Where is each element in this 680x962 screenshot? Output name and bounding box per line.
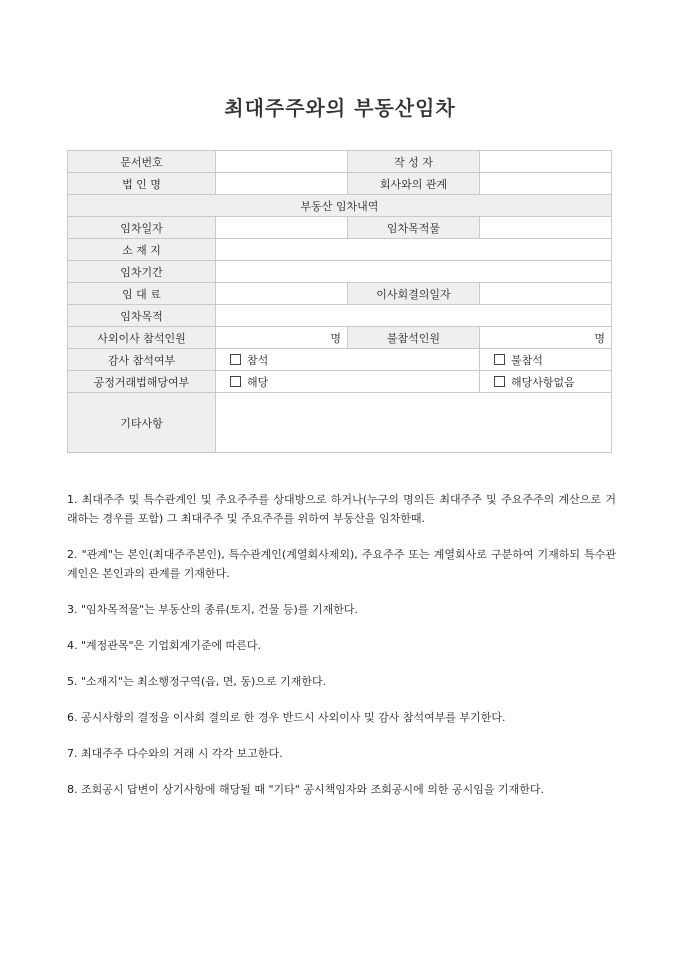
outside-director-unit: 명 [330, 331, 341, 345]
form-row-fair-trade [68, 371, 612, 393]
doc-no-field[interactable] [216, 151, 348, 173]
lease-purpose-label: 임차목적 [68, 305, 216, 327]
other-label: 기타사항 [68, 393, 216, 453]
note-item: 4. "계정관목"은 기업회계기준에 따른다. [67, 639, 261, 652]
note-item: 1. 최대주주 및 특수관계인 및 주요주주를 상대방으로 하거나(누구의 명의든 최대주주 및 주요주주의 계산으로 거래하는 경우를 포함) 그 최대주주 및 주요주주를 위하여 부동산을 임차한때. [67, 493, 616, 525]
note-item: 2. "관계"는 본인(최대주주본인), 특수관계인(계열회사제외), 주요주주 또는 계열회사로 구분하여 기재하되 특수관계인은 본인과의 관계를 기재한다. [67, 548, 616, 580]
note-item: 5. "소재지"는 최소행정구역(읍, 면, 동)으로 기재한다. [67, 675, 327, 688]
fair-trade-option-applicable[interactable] [216, 371, 480, 393]
checkbox-icon[interactable] [494, 354, 505, 365]
note-item: 6. 공시사항의 결정을 이사회 결의로 한 경우 반드시 사외이사 및 감사 참석여부를 부기한다. [67, 711, 506, 724]
form-row-lease-period [68, 261, 612, 283]
author-field[interactable] [480, 151, 612, 173]
outside-director-field[interactable] [216, 327, 348, 349]
rent-field[interactable] [216, 283, 348, 305]
corp-name-label: 법 인 명 [68, 173, 216, 195]
auditor-option-attend[interactable] [216, 349, 480, 371]
auditor-opt2-label: 불참석 [511, 353, 543, 367]
lease-date-field[interactable] [216, 217, 348, 239]
form-row-location [68, 239, 612, 261]
lease-date-label: 임차일자 [68, 217, 216, 239]
doc-no-label: 문서번호 [68, 151, 216, 173]
note-item: 3. "임차목적물"는 부동산의 종류(토지, 건물 등)를 기재한다. [67, 603, 358, 616]
checkbox-icon[interactable] [230, 376, 241, 387]
lease-period-field[interactable] [216, 261, 612, 283]
form-row-attendance [68, 327, 612, 349]
lease-purpose-field[interactable] [216, 305, 612, 327]
board-date-label: 이사회결의일자 [348, 283, 480, 305]
author-label: 작 성 자 [348, 151, 480, 173]
form-row-auditor [68, 349, 612, 371]
form-row-lease-purpose [68, 305, 612, 327]
fair-trade-option-na[interactable] [480, 371, 612, 393]
lease-period-label: 임차기간 [68, 261, 216, 283]
form-row-section [68, 195, 612, 217]
form-row-lease-date [68, 217, 612, 239]
form-row-rent [68, 283, 612, 305]
location-label: 소 재 지 [68, 239, 216, 261]
board-date-field[interactable] [480, 283, 612, 305]
relation-label: 회사와의 관계 [348, 173, 480, 195]
lease-report-form [67, 150, 612, 453]
absent-unit: 명 [594, 331, 605, 345]
form-row-doc-no [68, 151, 612, 173]
outside-director-label: 사외이사 참석인원 [68, 327, 216, 349]
lease-section-header: 부동산 임차내역 [68, 195, 612, 217]
form-row-other [68, 393, 612, 453]
lease-object-label: 임차목적물 [348, 217, 480, 239]
notes-list [67, 490, 616, 816]
lease-object-field[interactable] [480, 217, 612, 239]
auditor-label: 감사 참석여부 [68, 349, 216, 371]
page-title: 최대주주와의 부동산임차 [224, 96, 456, 120]
other-field[interactable] [216, 393, 612, 453]
absent-label: 불참석인원 [348, 327, 480, 349]
auditor-option-absent[interactable] [480, 349, 612, 371]
note-item: 8. 조회공시 답변이 상기사항에 해당될 때 "기타" 공시책임자와 조회공시에 의한 공시임을 기재한다. [67, 783, 544, 796]
form-row-corp-name [68, 173, 612, 195]
checkbox-icon[interactable] [230, 354, 241, 365]
absent-field[interactable] [480, 327, 612, 349]
location-field[interactable] [216, 239, 612, 261]
checkbox-icon[interactable] [494, 376, 505, 387]
fair-trade-opt2-label: 해당사항없음 [511, 375, 575, 389]
auditor-opt1-label: 참석 [247, 353, 269, 367]
rent-label: 임 대 료 [68, 283, 216, 305]
fair-trade-label: 공정거래법해당여부 [68, 371, 216, 393]
note-item: 7. 최대주주 다수와의 거래 시 각각 보고한다. [67, 747, 283, 760]
fair-trade-opt1-label: 해당 [247, 375, 269, 389]
relation-field[interactable] [480, 173, 612, 195]
corp-name-field[interactable] [216, 173, 348, 195]
